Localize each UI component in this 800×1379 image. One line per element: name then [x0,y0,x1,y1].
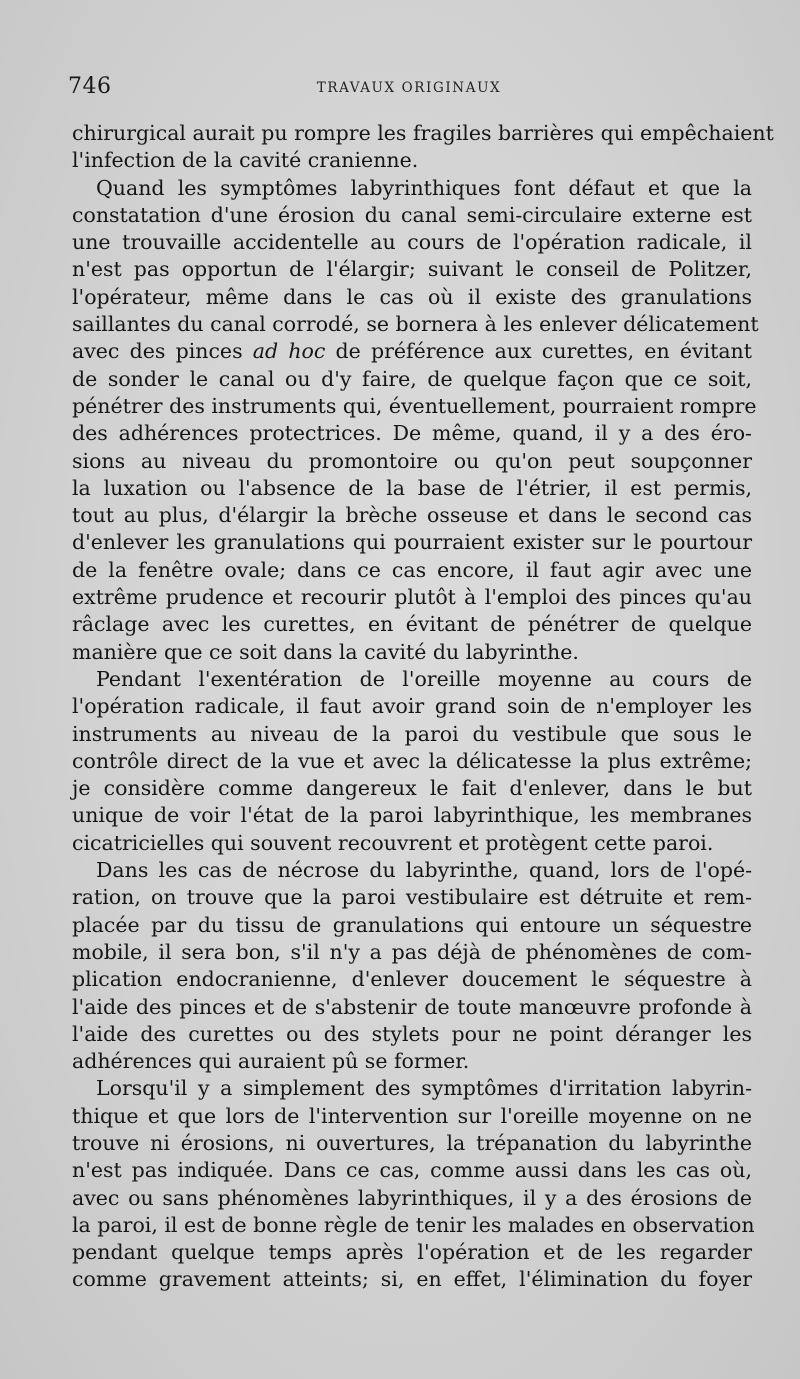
text-line: thique et que lors de l'intervention sur l'oreille moyenne on ne [72,1103,752,1128]
text-line: avec ou sans phénomènes labyrinthiques, il y a des érosions de [72,1185,752,1210]
text-line: des adhérences protectrices. De même, quand, il y a des éro- [72,421,752,446]
text-line: n'est pas opportun de l'élargir; suivant le conseil de Politzer, [72,257,752,282]
text-line: avec des pinces ad hoc de préférence aux curettes, en évitant [72,339,752,364]
text-line: râclage avec les curettes, en évitant de pénétrer de quelque [72,612,752,637]
text-line: extrême prudence et recourir plutôt à l'emploi des pinces qu'au [72,585,752,610]
text-line: de la fenêtre ovale; dans ce cas encore, il faut agir avec une [72,557,752,582]
text-line: tout au plus, d'élargir la brèche osseuse et dans le second cas [72,503,752,528]
text-line: contrôle direct de la vue et avec la délicatesse la plus extrême; [72,748,752,773]
text-line: placée par du tissu de granulations qui entoure un séquestre [72,912,752,937]
text-line: adhérences qui auraient pû se former. [72,1049,470,1074]
text-line: saillantes du canal corrodé, se bornera à les enlever délicatement [72,312,759,337]
text-line: constatation d'une érosion du canal semi-circulaire externe est [72,202,752,227]
text-line: Quand les symptômes labyrinthiques font défaut et que la [96,175,752,200]
text-line: unique de voir l'état de la paroi labyrinthique, les membranes [72,803,752,828]
text-line: mobile, il sera bon, s'il n'y a pas déjà de phénomènes de com- [72,939,752,964]
text-line: de sonder le canal ou d'y faire, de quelque façon que ce soit, [72,366,752,391]
text-line: la luxation ou l'absence de la base de l'étrier, il est permis, [72,475,752,500]
text-line: l'infection de la cavité cranienne. [72,148,419,173]
text-line: l'aide des pinces et de s'abstenir de toute manœuvre profonde à [72,994,752,1019]
text-line: Pendant l'exentération de l'oreille moyenne au cours de [96,666,752,691]
text-line: Lorsqu'il y a simplement des symptômes d'irritation labyrin- [96,1076,752,1101]
text-line: la paroi, il est de bonne règle de tenir les malades en observation [72,1212,755,1237]
text-line: pendant quelque temps après l'opération et de les regarder [72,1240,752,1265]
text-line: une trouvaille accidentelle au cours de l'opération radicale, il [72,230,752,255]
text-line: plication endocranienne, d'enlever doucement le séquestre à [72,967,752,992]
text-line: d'enlever les granulations qui pourraient exister sur le pourtour [72,530,752,555]
text-line: sions au niveau du promontoire ou qu'on peut soupçonner [72,448,752,473]
text-line: manière que ce soit dans la cavité du labyrinthe. [72,639,579,664]
text-line: instruments au niveau de la paroi du vestibule que sous le [72,721,752,746]
text-line: l'opérateur, même dans le cas où il existe des granulations [72,284,752,309]
text-line: comme gravement atteints; si, en effet, l'élimination du foyer [72,1267,752,1292]
text-line: pénétrer des instruments qui, éventuellement, pourraient rompre [72,393,757,418]
text-line: n'est pas indiquée. Dans ce cas, comme aussi dans les cas où, [72,1158,752,1183]
text-line: je considère comme dangereux le fait d'enlever, dans le but [72,776,752,801]
page-number: 746 [68,74,112,99]
body-text [72,120,774,1294]
running-head: TRAVAUX ORIGINAUX [316,80,502,96]
text-line: ration, on trouve que la paroi vestibulaire est détruite et rem- [72,885,752,910]
text-line: l'opération radicale, il faut avoir grand soin de n'employer les [72,694,752,719]
text-line: cicatricielles qui souvent recouvrent et protègent cette paroi. [72,830,714,855]
page-header [68,74,750,102]
text-line: chirurgical aurait pu rompre les fragiles barrières qui empêchaient [72,121,774,145]
text-line: l'aide des curettes ou des stylets pour ne point déranger les [72,1021,752,1046]
text-line: Dans les cas de nécrose du labyrinthe, quand, lors de l'opé- [96,858,752,883]
text-line: trouve ni érosions, ni ouvertures, la trépanation du labyrinthe [72,1130,752,1155]
